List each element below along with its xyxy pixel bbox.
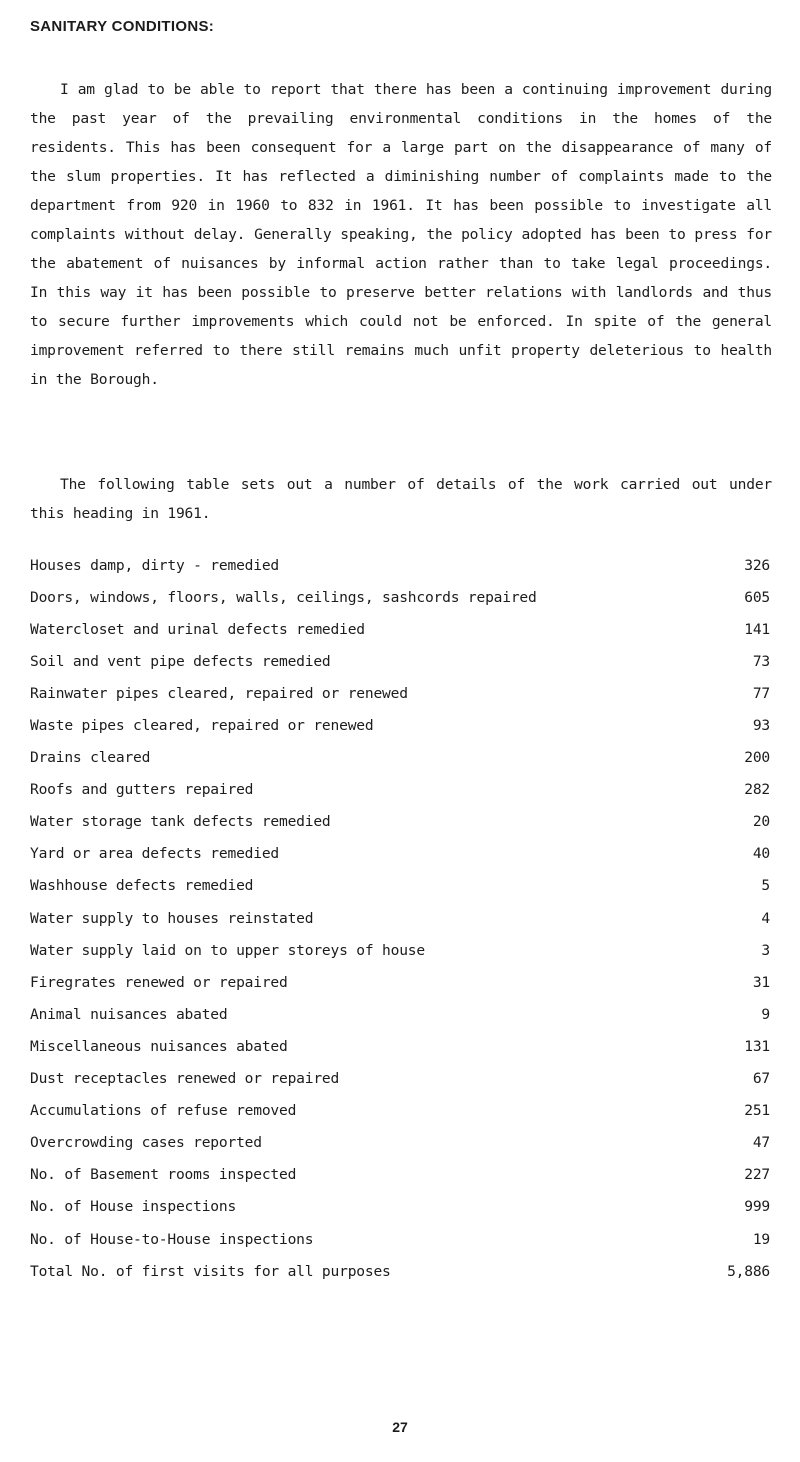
row-label: Soil and vent pipe defects remedied [30, 652, 331, 670]
row-label: Water supply laid on to upper storeys of house [30, 941, 425, 959]
table-row [30, 998, 770, 1030]
row-label: No. of House inspections [30, 1198, 237, 1216]
table-row [30, 870, 770, 902]
row-value: 5,886 [727, 1262, 770, 1280]
row-value: 227 [744, 1166, 770, 1184]
page-number: 27 [392, 1419, 408, 1435]
row-value: 200 [744, 749, 770, 767]
table-row [30, 1127, 770, 1159]
section-heading: SANITARY CONDITIONS: [30, 18, 215, 35]
row-value: 67 [752, 1070, 770, 1088]
row-value: 282 [744, 781, 770, 799]
table-row [30, 581, 770, 613]
row-value: 3 [761, 941, 770, 959]
row-value: 77 [752, 684, 770, 702]
table-row [30, 838, 770, 870]
row-value: 40 [752, 845, 770, 863]
table-row [30, 806, 770, 838]
row-label: Water supply to houses reinstated [30, 909, 314, 927]
row-label: Accumulations of refuse removed [30, 1102, 297, 1120]
table-row [30, 613, 770, 645]
row-value: 47 [752, 1134, 770, 1152]
table-row [30, 1159, 770, 1191]
row-value: 31 [752, 973, 770, 991]
table-row [30, 709, 770, 741]
table-row [30, 1063, 770, 1095]
row-label: Miscellaneous nuisances abated [30, 1037, 288, 1055]
row-value: 999 [744, 1198, 770, 1216]
row-label: Doors, windows, floors, walls, ceilings, sashcords repaired [30, 588, 537, 606]
row-label: Drains cleared [30, 749, 151, 767]
table-intro-paragraph: The following table sets out a number of details of the work carried out under this heading in 1961. [30, 476, 772, 522]
row-label: Dust receptacles renewed or repaired [30, 1070, 340, 1088]
row-label: Firegrates renewed or repaired [30, 973, 288, 991]
row-label: Animal nuisances abated [30, 1005, 228, 1023]
table-row [30, 1223, 770, 1255]
row-value: 19 [752, 1230, 770, 1248]
row-label: No. of House-to-House inspections [30, 1230, 314, 1248]
table-row [30, 1030, 770, 1062]
row-value: 4 [761, 909, 770, 927]
table-row [30, 1095, 770, 1127]
work-details-table [30, 549, 770, 1287]
table-row [30, 645, 770, 677]
row-label: Watercloset and urinal defects remedied [30, 620, 365, 638]
row-label: Water storage tank defects remedied [30, 813, 331, 831]
row-value: 93 [752, 717, 770, 735]
table-row [30, 1255, 770, 1287]
row-value: 9 [761, 1005, 770, 1023]
table-row [30, 742, 770, 774]
row-value: 251 [744, 1102, 770, 1120]
row-label: Washhouse defects remedied [30, 877, 254, 895]
row-value: 5 [761, 877, 770, 895]
row-value: 141 [744, 620, 770, 638]
row-label: Yard or area defects remedied [30, 845, 279, 863]
row-label: Total No. of first visits for all purposes [30, 1262, 391, 1280]
table-row [30, 774, 770, 806]
row-value: 131 [744, 1037, 770, 1055]
row-value: 20 [752, 813, 770, 831]
intro-paragraph: I am glad to be able to report that there has been a continuing improvement during the past year of the prevailing environmental conditions in the homes of the residents. This has been consequent for a large part on the disappearance of many of the slum properties. It has reflected a diminishing number of complaints made to the department from 920 in 1960 to 832 in 1961. It has been possible to investigate all complaints without delay. Generally speaking, the policy adopted has been to press for the abatement of nuisances by informal action rather than to take legal proceedings. In this way it has been possible to preserve better relations with landlords and thus to secure further improvements which could not be enforced. In spite of the general improvement referred to there still remains much unfit property deleterious to health in the Borough. [30, 81, 772, 388]
row-label: Roofs and gutters repaired [30, 781, 254, 799]
table-row [30, 677, 770, 709]
row-value: 73 [752, 652, 770, 670]
row-value: 605 [744, 588, 770, 606]
table-row [30, 966, 770, 998]
row-label: No. of Basement rooms inspected [30, 1166, 297, 1184]
row-value: 326 [744, 556, 770, 574]
table-row [30, 934, 770, 966]
table-row [30, 549, 770, 581]
row-label: Rainwater pipes cleared, repaired or renewed [30, 684, 408, 702]
table-row [30, 902, 770, 934]
row-label: Overcrowding cases reported [30, 1134, 262, 1152]
table-row [30, 1191, 770, 1223]
row-label: Waste pipes cleared, repaired or renewed [30, 717, 374, 735]
row-label: Houses damp, dirty - remedied [30, 556, 279, 574]
